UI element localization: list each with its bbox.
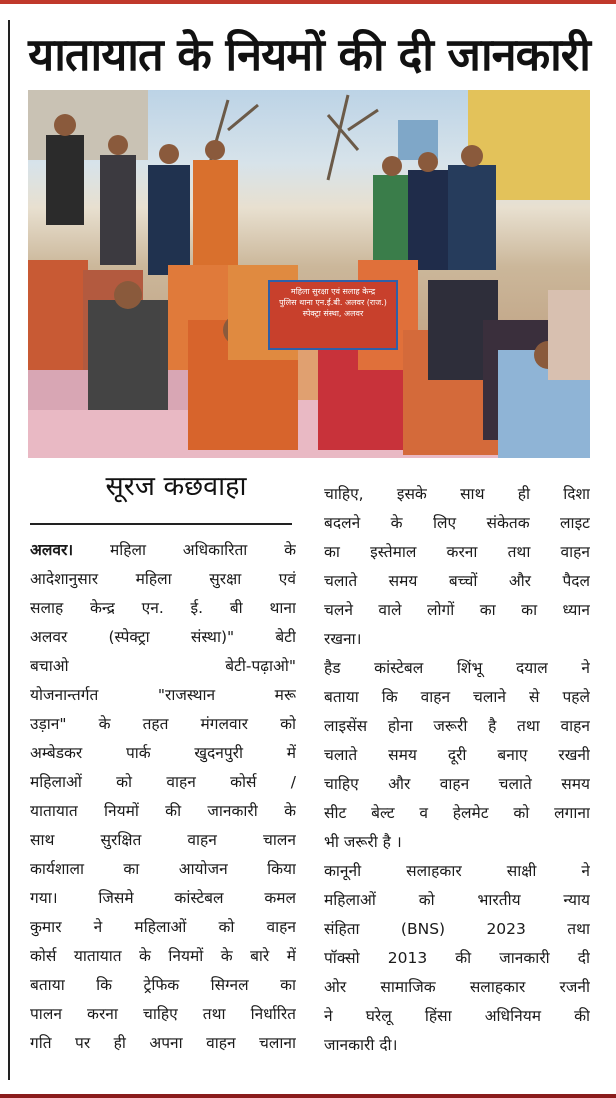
article-line: संहिता (BNS) 2023 तथा — [324, 920, 590, 938]
article-line: चलाते समय दूरी बनाए रखनी — [324, 746, 590, 764]
article-line: पालन करना चाहिए तथा निर्धारित — [30, 1005, 296, 1023]
article-line: बदलने के लिए संकेतक लाइट — [324, 514, 590, 532]
article-line: का इस्तेमाल करना तथा वाहन — [324, 543, 590, 561]
article-line: चलने वाले लोगों का का ध्यान — [324, 601, 590, 619]
article-line: बताया कि वाहन चलाने से पहले — [324, 688, 590, 706]
article-line — [30, 536, 296, 565]
article-line: बचाओ बेटी-पढ़ाओ" — [30, 657, 296, 675]
article-line: गति पर ही अपना वाहन चलाना — [30, 1034, 296, 1052]
banner-line: स्पेक्ट्रा संस्था, अलवर — [302, 309, 364, 318]
article-line-text: महिला अधिकारिता के — [73, 541, 296, 559]
bottom-border — [0, 1094, 616, 1098]
column-rule-left — [8, 20, 10, 1080]
article-line: ने घरेलू हिंसा अधिनियम की — [324, 1007, 590, 1025]
article-line: कोर्स यातायात के नियमों के बारे में — [30, 947, 296, 965]
dateline: अलवर। — [30, 541, 74, 559]
article-line: कानूनी सलाहकार साक्षी ने — [324, 862, 590, 880]
article-line: चाहिए, इसके साथ ही दिशा — [324, 485, 590, 503]
byline: सूरज कछवाहा — [105, 471, 247, 502]
article-line: पॉक्सो 2013 की जानकारी दी — [324, 949, 590, 967]
article-line: भी जरूरी है । — [324, 833, 402, 851]
headline: यातायात के नियमों की दी जानकारी — [28, 28, 590, 81]
top-border — [0, 0, 616, 4]
article-line: उड़ान" के तहत मंगलवार को — [30, 715, 296, 733]
photo-banner — [268, 280, 398, 350]
article-line: अम्बेडकर पार्क खुदनपुरी में — [30, 744, 296, 762]
article-line: आदेशानुसार महिला सुरक्षा एवं — [30, 570, 296, 588]
photo-illustration — [28, 90, 590, 458]
article-column-1 — [30, 536, 296, 1058]
article-line: हैड कांस्टेबल शिंभू दयाल ने — [324, 659, 590, 677]
article-line: गया। जिसमे कांस्टेबल कमल — [30, 889, 296, 907]
article-line: साथ सुरक्षित वाहन चालन — [30, 831, 296, 849]
article-line: लाइसेंस होना जरूरी है तथा वाहन — [324, 717, 590, 735]
article-line: अलवर (स्पेक्ट्रा संस्था)" बेटी — [30, 628, 296, 646]
banner-line: पुलिस थाना एन.ई.बी. अलवर (राज.) — [279, 298, 387, 307]
article-line: चलाते समय बच्चों और पैदल — [324, 572, 590, 590]
article-line: योजनान्तर्गत "राजस्थान मरू — [30, 686, 296, 704]
article-column-2 — [324, 480, 590, 1060]
article-line: महिलाओं को वाहन कोर्स / — [30, 773, 296, 791]
article-line: सीट बेल्ट व हेलमेट को लगाना — [324, 804, 590, 822]
article-line: जानकारी दी। — [324, 1036, 398, 1054]
article-line: महिलाओं को भारतीय न्याय — [324, 891, 590, 909]
article-line: सलाह केन्द्र एन. ई. बी थाना — [30, 599, 296, 617]
article-line: ओर सामाजिक सलाहकार रजनी — [324, 978, 590, 996]
news-photo — [28, 90, 590, 458]
article-line: रखना। — [324, 630, 362, 648]
article-line: चाहिए और वाहन चलाते समय — [324, 775, 590, 793]
byline-rule — [30, 523, 292, 525]
banner-line: महिला सुरक्षा एवं सलाह केन्द्र — [290, 287, 376, 296]
article-line: कुमार ने महिलाओं को वाहन — [30, 918, 296, 936]
article-line: बताया कि ट्रेफिक सिग्नल का — [30, 976, 296, 994]
article-line: यातायात नियमों की जानकारी के — [30, 802, 296, 820]
article-line: कार्यशाला का आयोजन किया — [30, 860, 296, 878]
